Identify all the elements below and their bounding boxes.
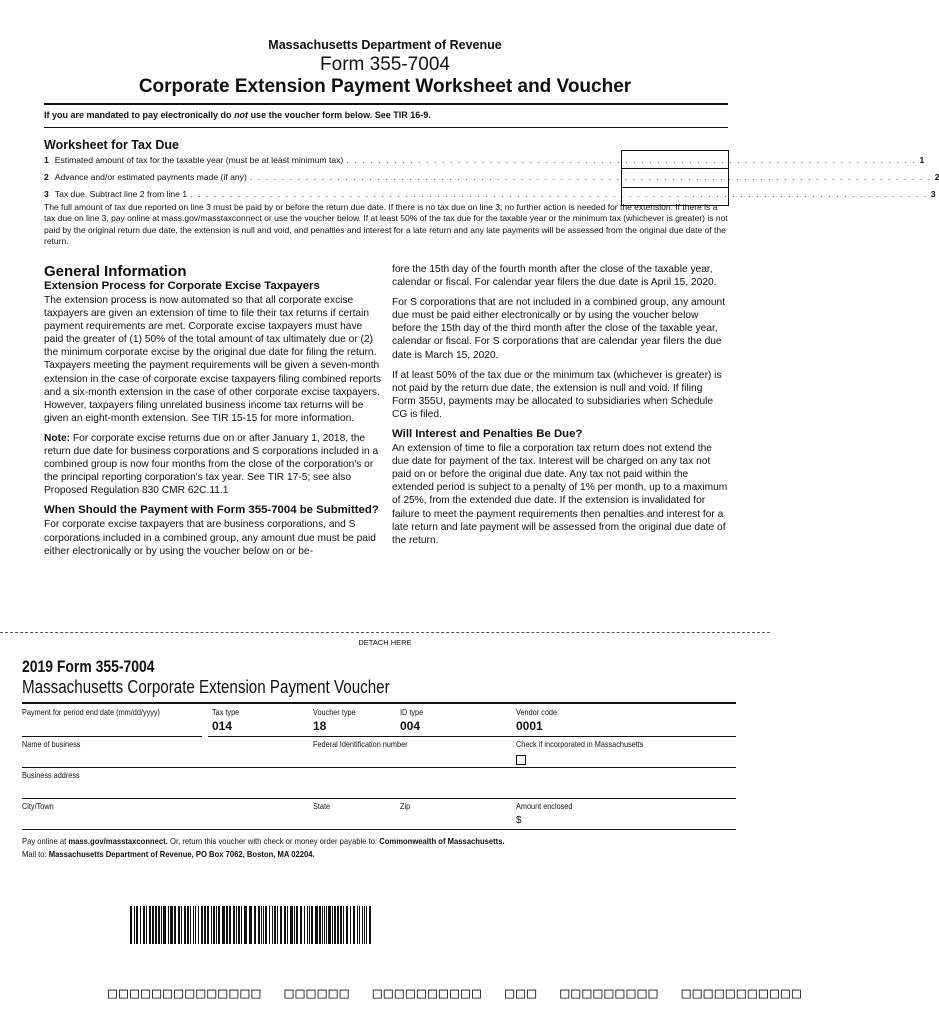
barcode-bar	[187, 906, 189, 944]
row2-rule	[510, 767, 736, 768]
barcode-bar	[190, 906, 191, 944]
worksheet-line-1: 1 Estimated amount of tax for the taxable year (must be at least minimum tax) . . . . . . . . . . . . . . . . . . . . . . . . . . . . . . . . . . . . . . . . . . . . . . . . . . . . . . . . . . . . . . . . . . . . . . . . 1	[44, 155, 925, 165]
state-field[interactable]	[307, 829, 394, 830]
barcode-bar	[229, 906, 231, 944]
interest-penalties-heading: Will Interest and Penalties Be Due?	[392, 428, 583, 441]
barcode-bar	[216, 906, 217, 944]
barcode-bar	[149, 906, 151, 944]
payment-submission-heading: When Should the Payment with Form 355-7004 be Submitted?	[44, 504, 379, 517]
tax-type-label: Tax type	[212, 707, 240, 717]
form-number: Form 355-7004	[320, 54, 450, 75]
barcode-bar	[178, 906, 180, 944]
worksheet-heading: Worksheet for Tax Due	[44, 138, 179, 152]
barcode-bar	[211, 906, 212, 944]
barcode-bar	[304, 906, 305, 944]
barcode-bar	[195, 906, 196, 944]
period-field[interactable]	[22, 736, 202, 737]
null-void-paragraph: If at least 50% of the tax due or the minimum tax (whichever is greater) is not paid by the return due date, the extension is null and void. If filing Form 355U, payments may be allocated to subsidiaries when Schedule CG is filed.	[392, 369, 722, 420]
barcode-bar	[359, 906, 360, 944]
barcode-bar	[287, 906, 288, 944]
barcode-bar	[143, 906, 145, 944]
id-type-value: 004	[400, 719, 421, 733]
fein-field[interactable]	[307, 767, 510, 768]
barcode-bar	[319, 906, 321, 944]
barcode-bar	[184, 906, 186, 944]
barcode-bar	[340, 906, 342, 944]
barcode-bar	[204, 906, 206, 944]
barcode-bar	[294, 906, 295, 944]
barcode-bar	[249, 906, 252, 944]
business-name-field[interactable]	[22, 767, 307, 768]
extension-process-paragraph: The extension process is now automated so that all corporate excise taxpayers are given an extension of time to file their tax returns if certain payment requirements are met. Corporate excise taxpayers must have paid the greater of (1) 50% of the total amount of tax ultimately due or (2) the minimum corporate excise by the original due date for filing the return. Taxpayers meeting the payment requirements will be given a seven-month extension in the case of corporate excise taxpayers filing combined reports and a six-month extension in the case of other corporate excise taxpayers. However, taxpayers filing unrelated business income tax returns will be given an eight-month extension. See TIR 15-15 for more information.	[44, 295, 381, 424]
general-info-heading: General Information	[44, 263, 187, 280]
header-rule	[44, 103, 728, 105]
barcode-bar	[332, 906, 333, 944]
barcode-bar	[146, 906, 147, 944]
address-label: Business address	[22, 770, 80, 780]
general-info-right-column	[392, 263, 728, 554]
address-field[interactable]	[22, 798, 736, 799]
barcode-bar	[311, 906, 313, 944]
barcode-bar	[346, 906, 348, 944]
barcode-bar	[198, 906, 199, 944]
barcode-bar	[263, 906, 264, 944]
form-title: Corporate Extension Payment Worksheet and Voucher	[138, 76, 632, 97]
note-paragraph: Note: For corporate excise returns due on or after January 1, 2018, the return due date for business corporations and S corporations included in a combined group is now four months from the close of the corporation's or the principal reporting corporation's tax year. See TIR 17-5; see also Proposed Regulation 830 CMR 62C.11.1	[44, 432, 379, 497]
detach-line	[0, 632, 770, 633]
general-info-left-column	[44, 263, 382, 565]
barcode-bar	[290, 906, 293, 944]
barcode-bar	[213, 906, 215, 944]
zip-field[interactable]	[394, 829, 510, 830]
barcode-bar	[238, 906, 240, 944]
barcode-bar	[272, 906, 273, 944]
worksheet-line-2: 2 Advance and/or estimated payments made (if any) . . . . . . . . . . . . . . . . . . . . . . . . . . . . . . . . . . . . . . . . . . . . . . . . . . . . . . . . . . . . . . . . . . . . . . . . . . . . . . . . . . . . . . 2	[44, 172, 939, 182]
barcode-bar	[152, 906, 154, 944]
zip-label: Zip	[400, 801, 411, 811]
barcode-bar	[322, 906, 323, 944]
barcode-bar	[269, 906, 270, 944]
worksheet-paragraph: The full amount of tax due reported on line 3 must be paid by or before the return due date. If there is no tax due on line 3; no further action is needed for the extension. If there is a tax due on line 3, pay online at mass.gov/masstaxconnect or use the voucher below. If at least 50% of the tax due for the taxable year or the minimum tax (whichever is greater) is not paid by the original return due date, the extension is null and void, and penalties and interest for a late return and any late payments will be assessed from the original due date of the return.	[44, 202, 728, 247]
due-date-paragraph: fore the 15th day of the fourth month after the close of the taxable year, calendar or fiscal. For calendar year filers the due date is April 15, 2020.	[392, 264, 717, 289]
barcode-bar	[362, 906, 363, 944]
payment-submission-paragraph: For corporate excise taxpayers that are business corporations, and S corporations included in a combined group, any amount due must be paid either electronically or by using the voucher below on or be-	[44, 519, 376, 557]
business-name-label: Name of business	[22, 739, 81, 749]
incorporated-label: Check if incorporated in Massachusetts	[516, 739, 644, 749]
barcode-bar	[201, 906, 203, 944]
id-type-label: ID type	[400, 707, 424, 717]
incorporated-checkbox[interactable]	[516, 755, 526, 765]
interest-penalties-paragraph: An extension of time to file a corporation tax return does not extend the due date for payment of the tax. Interest will be charged on any tax not paid on or before the original due date. Any tax not paid within the extended period is subject to a penalty of 1% per month, up to a maximum of 25%, from the extended due date. If the extension is invalidated for failure to meet the payment requirements then penalties and interest for a late return and late payment will be assessed from the original due date of the return.	[392, 443, 728, 546]
barcode-bar	[254, 906, 256, 944]
ocr-scan-line: □□□□□□□□□□□□□□ □□□□□□ □□□□□□□□□□ □□□ □□□□□□□□□ □□□□□□□□□□□	[108, 984, 803, 1002]
barcode-bar	[326, 906, 327, 944]
barcode-bar	[369, 906, 371, 944]
barcode-bar	[366, 906, 367, 944]
barcode-bar	[170, 906, 173, 944]
vendor-code-label: Vendor code	[516, 707, 558, 717]
worksheet-line-3: 3 Tax due. Subtract line 2 from line 1 . . . . . . . . . . . . . . . . . . . . . . . . . . . . . . . . . . . . . . . . . . . . . . . . . . . . . . . . . . . . . . . . . . . . . . . . . . . . . . . . . . . . . . . . . . . . . 3	[44, 189, 936, 199]
tax-type-value: 014	[212, 719, 233, 733]
barcode-bar	[181, 906, 182, 944]
vendor-code-value: 0001	[516, 719, 543, 733]
mandate-rule	[44, 127, 728, 128]
barcode-bar	[161, 906, 162, 944]
barcode-bar	[136, 906, 138, 944]
city-label: City/Town	[22, 801, 54, 811]
agency-name: Massachusetts Department of Revenue	[268, 38, 502, 52]
barcode-bar	[350, 906, 351, 944]
barcode-bar	[300, 906, 302, 944]
barcode-bar	[265, 906, 267, 944]
amount-field[interactable]	[510, 829, 736, 830]
barcode-bar	[233, 906, 235, 944]
barcode-bar	[343, 906, 344, 944]
barcode-bar	[334, 906, 336, 944]
amount-label: Amount enclosed	[516, 801, 573, 811]
barcode	[130, 906, 374, 944]
state-label: State	[313, 801, 331, 811]
voucher-title-rule	[22, 702, 736, 704]
voucher-title: Massachusetts Corporate Extension Payment Voucher	[22, 676, 390, 697]
barcode-bar	[236, 906, 237, 944]
fein-label: Federal Identification number	[313, 739, 408, 749]
barcode-bar	[158, 906, 160, 944]
mail-to-line: Mail to: Massachusetts Department of Revenue, PO Box 7062, Boston, MA 02204.	[22, 849, 315, 859]
barcode-bar	[280, 906, 282, 944]
barcode-bar	[261, 906, 262, 944]
s-corp-paragraph: For S corporations that are not included in a combined group, any amount due must be paid either electronically or by using the voucher below before the 15th day of the third month after the close of the taxable year, calendar or fiscal. For S corporations that are calendar year filers the due date is March 15, 2020.	[392, 297, 725, 361]
barcode-bar	[307, 906, 308, 944]
barcode-bar	[284, 906, 286, 944]
barcode-bar	[241, 906, 242, 944]
voucher-type-value: 18	[313, 719, 327, 733]
detach-label: DETACH HERE	[358, 638, 412, 647]
barcode-bar	[309, 906, 310, 944]
barcode-bar	[193, 906, 194, 944]
extension-process-heading: Extension Process for Corporate Excise Taxpayers	[44, 280, 320, 292]
amount-dollar-sign: $	[516, 815, 522, 826]
barcode-bar	[140, 906, 141, 944]
barcode-bar	[357, 906, 358, 944]
barcode-bar	[174, 906, 176, 944]
barcode-bar	[134, 906, 135, 944]
line-1-amount-field[interactable]	[622, 151, 728, 169]
mandate-note: If you are mandated to pay electronically do not use the voucher form below. See TIR 16-9.	[44, 110, 431, 120]
period-label: Payment for period end date (mm/dd/yyyy)	[22, 707, 160, 717]
city-field[interactable]	[22, 829, 307, 830]
barcode-bar	[296, 906, 298, 944]
worksheet-amount-boxes	[621, 150, 729, 206]
barcode-bar	[155, 906, 157, 944]
barcode-bar	[353, 906, 355, 944]
barcode-bar	[226, 906, 228, 944]
barcode-bar	[218, 906, 220, 944]
barcode-bar	[244, 906, 247, 944]
barcode-bar	[315, 906, 318, 944]
barcode-bar	[258, 906, 260, 944]
voucher-type-label: Voucher type	[313, 707, 356, 717]
barcode-bar	[274, 906, 276, 944]
row1-rule	[208, 736, 736, 737]
barcode-bar	[364, 906, 365, 944]
barcode-bar	[277, 906, 278, 944]
barcode-bar	[222, 906, 225, 944]
pay-online-line: Pay online at mass.gov/masstaxconnect. Or, return this voucher with check or money order payable to: Commonwealth of Massachusetts.	[22, 836, 505, 846]
barcode-bar	[168, 906, 169, 944]
barcode-bar	[328, 906, 331, 944]
voucher-year-form: 2019 Form 355-7004	[22, 657, 155, 676]
barcode-bar	[130, 906, 132, 944]
barcode-bar	[324, 906, 325, 944]
barcode-bar	[337, 906, 339, 944]
line-2-amount-field[interactable]	[622, 169, 728, 187]
barcode-bar	[207, 906, 209, 944]
barcode-bar	[163, 906, 166, 944]
